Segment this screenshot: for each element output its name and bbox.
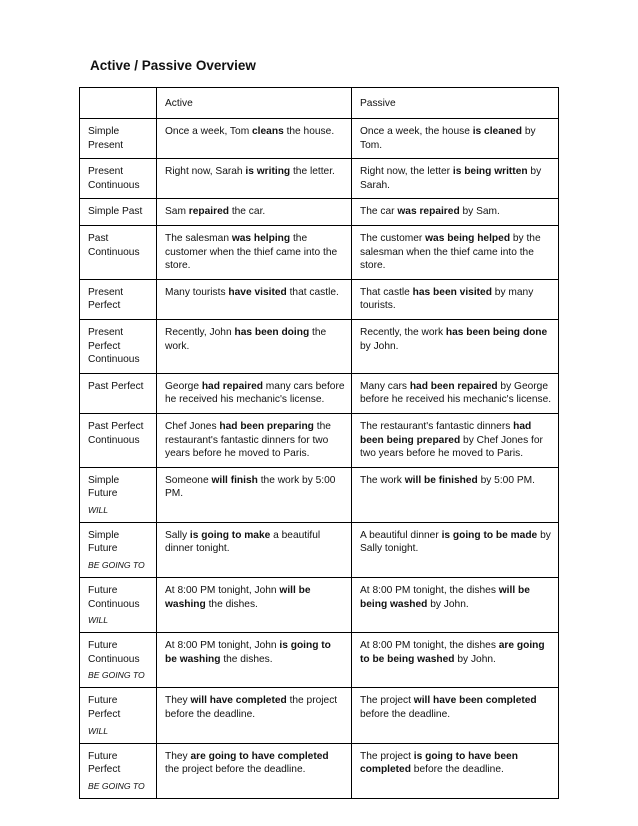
tense-variant: BE GOING TO [88,780,145,791]
table-header-row [80,88,559,119]
active-sentence-text: Sam [165,206,189,218]
table-row [80,467,559,522]
header-cell-passive: Passive [352,88,559,119]
active-sentence-text: They [165,695,191,707]
passive-sentence-text: by John. [427,598,469,610]
active-example-cell [157,279,352,319]
header-cell-active: Active [157,88,352,119]
tense-cell [80,467,157,522]
table-row [80,413,559,467]
tense-cell [80,319,157,373]
passive-verb-form: has been visited [412,286,492,298]
table-row [80,373,559,413]
active-example-cell [157,578,352,633]
passive-verb-form: is going to have been completed [360,750,518,776]
passive-verb-form: will be being washed [360,585,530,610]
passive-sentence-text: The project [360,750,414,762]
active-sentence-text: a beautiful dinner tonight. [165,529,321,555]
active-sentence-text: Recently, John [165,326,235,338]
active-verb-form: cleans [252,126,284,137]
table-row [80,199,559,226]
tense-cell [80,373,157,413]
tense-name: Present Perfect [88,286,124,312]
tense-name: Simple Future [88,529,120,555]
passive-sentence-text: Right now, the letter [360,166,453,178]
passive-example-cell [352,688,559,743]
passive-verb-form: was being helped [425,232,511,244]
tense-variant: BE GOING TO [88,560,145,571]
tense-variant: WILL [88,615,109,626]
passive-verb-form: are going to be being washed [360,640,545,665]
table-row [80,279,559,319]
active-sentence-text: many cars before he received his mechanic's license. [165,380,345,406]
tense-name: Present Perfect Continuous [88,326,140,366]
active-example-cell [157,413,352,467]
table-row [80,633,559,688]
passive-sentence-text: That castle [360,286,413,298]
passive-sentence-text: The customer [360,232,426,244]
active-example-cell [157,159,352,199]
tense-cell [80,522,157,577]
passive-sentence-text: by the salesman when the thief came into the store. [360,232,541,272]
passive-sentence-text: A beautiful dinner [360,529,442,541]
table-row [80,522,559,577]
passive-sentence-text: Many cars [360,380,410,392]
passive-example-cell [352,119,559,159]
tense-name: Simple Present [88,126,124,151]
passive-example-cell [352,578,559,633]
table-row [80,159,559,199]
active-passive-table [79,87,559,799]
page-title: Active / Passive Overview [90,58,256,73]
tense-name: Present Continuous [88,166,140,191]
passive-verb-form: is going to be made [441,529,538,541]
tense-cell [80,159,157,199]
passive-sentence-text: by Sally tonight. [360,529,551,555]
passive-example-cell [352,633,559,688]
passive-sentence-text: The work [360,474,405,486]
passive-sentence-text: by Chef Jones for two years before he moved to Paris. [360,434,543,460]
passive-sentence-text: The restaurant's fantastic dinners [360,420,514,432]
tense-cell [80,199,157,226]
tense-cell [80,633,157,688]
tense-cell [80,413,157,467]
passive-sentence-text: by George before he received his mechanic's license. [360,380,552,406]
active-sentence-text: the project before the deadline. [165,695,338,721]
tense-name: Future Perfect [88,695,121,721]
active-sentence-text: Chef Jones [165,420,220,432]
passive-sentence-text: by 5:00 PM. [477,474,535,486]
passive-sentence-text: before the deadline. [360,709,451,721]
active-verb-form: will have completed [190,695,287,707]
active-sentence-text: the work. [165,326,327,352]
passive-sentence-text: The car [360,206,398,218]
passive-example-cell [352,743,559,798]
active-verb-form: has been doing [234,326,310,338]
active-verb-form: was helping [231,232,291,244]
tense-name: Future Perfect [88,750,121,776]
active-example-cell [157,119,352,159]
passive-verb-form: has been being done [445,326,548,338]
active-example-cell [157,688,352,743]
active-sentence-text: that castle. [286,286,339,298]
passive-verb-form: had been being prepared [360,420,532,446]
active-sentence-text: the letter. [290,166,335,178]
tense-name: Future Continuous [88,640,140,665]
active-sentence-text: Right now, Sarah [165,166,246,178]
passive-verb-form: was repaired [397,206,460,218]
tense-cell [80,279,157,319]
tense-cell [80,688,157,743]
passive-sentence-text: by Tom. [360,126,536,151]
passive-example-cell [352,413,559,467]
passive-sentence-text: by John. [454,653,496,665]
active-example-cell [157,373,352,413]
active-verb-form: will finish [211,474,258,486]
passive-verb-form: is cleaned [472,126,522,137]
passive-verb-form: is being written [452,166,528,178]
active-sentence-text: They [165,750,191,762]
tense-cell [80,743,157,798]
tense-name: Simple Future [88,474,120,500]
active-example-cell [157,743,352,798]
active-example-cell [157,225,352,279]
active-sentence-text: At 8:00 PM tonight, John [165,640,280,652]
active-verb-form: had repaired [201,380,263,392]
tense-cell [80,578,157,633]
tense-name: Simple Past [88,206,143,218]
active-sentence-text: Once a week, Tom [165,126,253,137]
active-verb-form: is going to make [189,529,271,541]
table-body [80,88,559,799]
active-sentence-text: Sally [165,529,190,541]
active-example-cell [157,522,352,577]
passive-verb-form: will have been completed [413,695,537,707]
tense-variant: BE GOING TO [88,670,145,681]
active-verb-form: had been preparing [219,420,314,432]
active-verb-form: have visited [228,286,287,298]
table-row [80,743,559,798]
tense-name: Past Perfect [88,380,144,392]
passive-verb-form: had been repaired [409,380,498,392]
active-verb-form: repaired [188,206,229,218]
table-row [80,225,559,279]
passive-example-cell [352,467,559,522]
tense-variant: WILL [88,504,109,515]
active-sentence-text: the dishes. [220,653,273,665]
active-sentence-text: the car. [228,206,266,218]
passive-sentence-text: by Sam. [459,206,500,218]
passive-example-cell [352,319,559,373]
active-sentence-text: the dishes. [205,598,258,610]
passive-example-cell [352,199,559,226]
passive-example-cell [352,279,559,319]
active-sentence-text: George [165,380,202,392]
passive-sentence-text: by many tourists. [360,286,534,312]
passive-sentence-text: At 8:00 PM tonight, the dishes [360,640,499,652]
passive-sentence-text: The project [360,695,414,707]
table-row [80,688,559,743]
active-verb-form: will be washing [165,585,311,610]
active-sentence-text: the customer when the thief came into the store. [165,232,338,272]
passive-example-cell [352,373,559,413]
table-row [80,578,559,633]
active-sentence-text: Someone [165,474,212,486]
active-sentence-text: the house. [283,126,335,137]
passive-sentence-text: Recently, the work [360,326,446,338]
table-row [80,319,559,373]
passive-example-cell [352,159,559,199]
tense-cell [80,225,157,279]
active-sentence-text: At 8:00 PM tonight, John [165,585,280,597]
active-sentence-text: The salesman [165,232,232,244]
table-row [80,119,559,159]
header-cell-tense [80,88,157,119]
passive-verb-form: will be finished [404,474,478,486]
active-example-cell [157,467,352,522]
passive-sentence-text: Once a week, the house [360,126,473,137]
active-sentence-text: the work by 5:00 PM. [165,474,336,500]
active-sentence-text: the project before the deadline. [165,764,306,776]
tense-name: Past Perfect Continuous [88,420,144,446]
passive-example-cell [352,225,559,279]
active-verb-form: is going to be washing [165,640,331,665]
tense-name: Past Continuous [88,232,140,258]
passive-sentence-text: by Sarah. [360,166,542,191]
active-sentence-text: Many tourists [165,286,229,298]
passive-example-cell [352,522,559,577]
active-example-cell [157,319,352,373]
active-verb-form: are going to have completed [190,750,329,762]
active-sentence-text: the restaurant's fantastic dinners for two years before he moved to Paris. [165,420,331,460]
tense-name: Future Continuous [88,585,140,610]
passive-sentence-text: before the deadline. [410,764,504,776]
passive-sentence-text: At 8:00 PM tonight, the dishes [360,585,499,597]
tense-cell [80,119,157,159]
tense-variant: WILL [88,725,109,736]
active-verb-form: is writing [245,166,291,178]
passive-sentence-text: by John. [360,340,399,352]
active-example-cell [157,199,352,226]
active-example-cell [157,633,352,688]
